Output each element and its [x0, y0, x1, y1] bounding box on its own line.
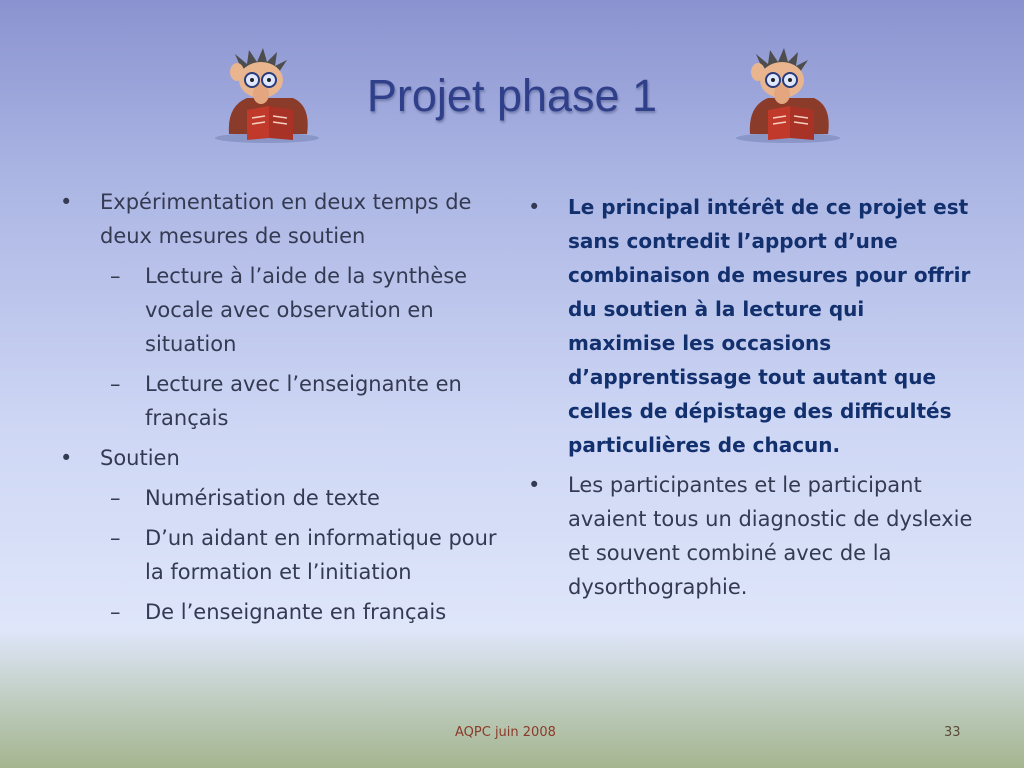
bullet-text: Les participantes et le participant avaient tous un diagnostic de dyslexie et souvent combiné avec de la dysorthographie. [568, 473, 973, 599]
sub-bullet-text: De l’enseignante en français [145, 600, 447, 624]
bullet-marker: • [60, 190, 73, 214]
dash-marker: – [110, 486, 121, 510]
dash-marker: – [110, 264, 121, 288]
right-bullet-list [528, 190, 973, 610]
page-number: 33 [944, 725, 961, 740]
sub-bullet-text: Lecture avec l’enseignante en français [145, 372, 462, 430]
bullet-marker: • [528, 195, 541, 219]
dash-marker: – [110, 600, 121, 624]
bullet-marker: • [528, 473, 541, 497]
bullet-item [60, 441, 500, 475]
sub-bullet-item [60, 259, 500, 361]
slide-title: Projet phase 1 [366, 70, 658, 121]
sub-bullet-text: Numérisation de texte [145, 486, 380, 510]
sub-bullet-item [60, 367, 500, 435]
dash-marker: – [110, 526, 121, 550]
footer-label: AQPC juin 2008 [455, 725, 556, 740]
left-bullet-list [60, 185, 500, 635]
sub-bullet-text: Lecture à l’aide de la synthèse vocale avec observation en situation [145, 264, 468, 356]
bullet-text: Expérimentation en deux temps de deux mesures de soutien [100, 190, 472, 248]
highlight-text: Le principal intérêt de ce projet est sans contredit l’apport d’une combinaison de mesures pour offrir du soutien à la lecture qui maximise les occasions d’apprentissage tout autant que celles de dépistage des difficultés particulières de chacun. [568, 195, 971, 457]
bullet-item [60, 185, 500, 253]
dash-marker: – [110, 372, 121, 396]
bullet-marker: • [60, 446, 73, 470]
sub-bullet-text: D’un aidant en informatique pour la formation et l’initiation [145, 526, 497, 584]
sub-bullet-item [60, 481, 500, 515]
sub-bullet-item [60, 595, 500, 629]
bullet-item-highlight [528, 190, 973, 462]
sub-bullet-item [60, 521, 500, 589]
bullet-text: Soutien [100, 446, 180, 470]
bullet-item [528, 468, 973, 604]
